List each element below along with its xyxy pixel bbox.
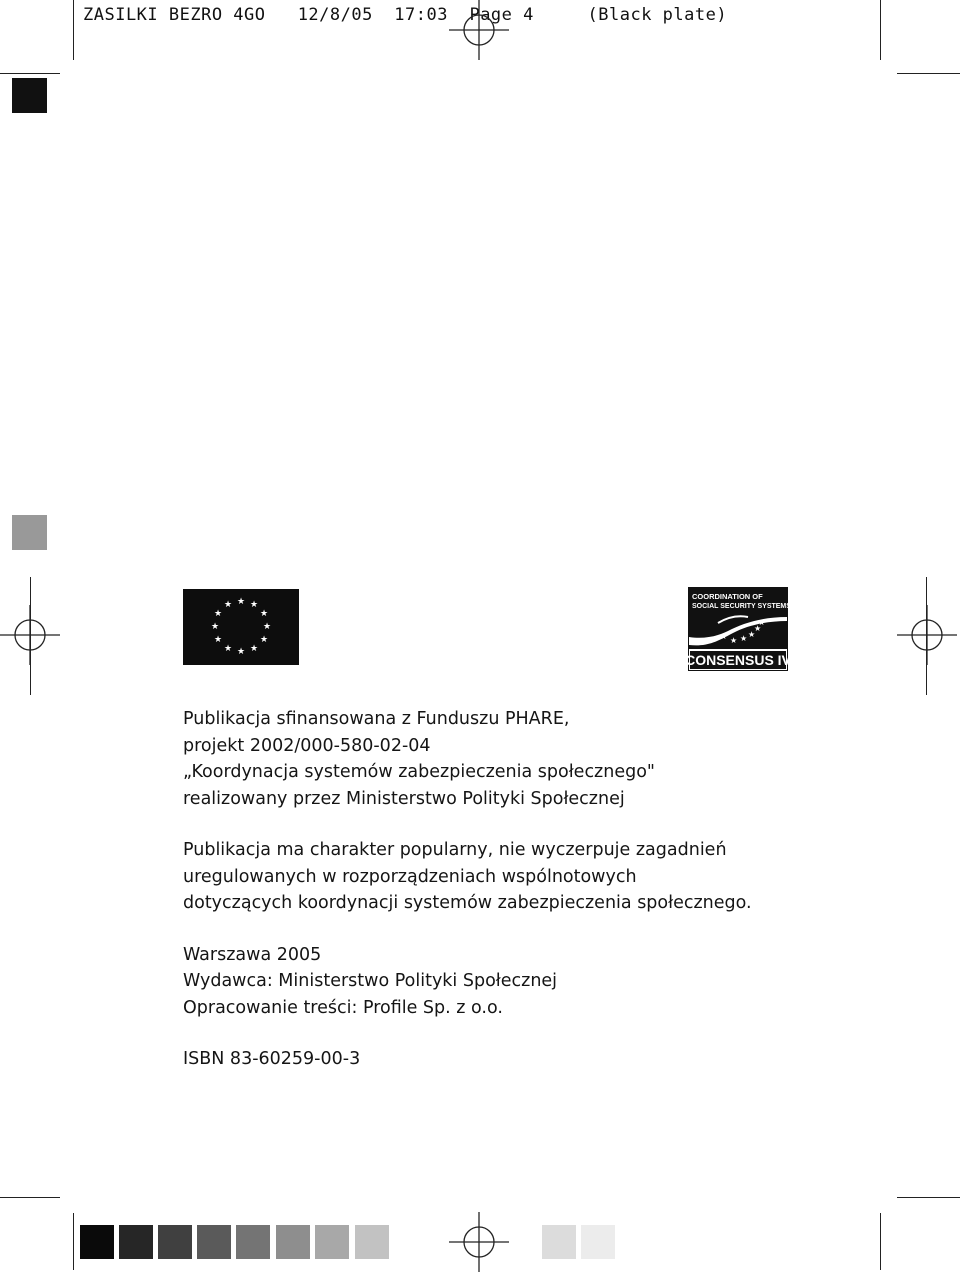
crop-mark [0,73,60,74]
color-bar-swatch [236,1225,270,1259]
color-bar-swatch [315,1225,349,1259]
color-bar-swatch [197,1225,231,1259]
svg-text:★: ★ [213,609,223,619]
crop-mark [897,1197,960,1198]
crop-mark [880,0,881,60]
crop-mark [880,1213,881,1270]
funding-line: „Koordynacja systemów zabezpieczenia społecznego" [183,762,655,782]
disclaimer-line: uregulowanych w rozporządzeniach wspólnotowych [183,866,637,887]
print-slug: ZASILKI BEZRO 4GO 12/8/05 17:03 Page 4 (Black plate) [83,5,728,25]
crop-mark [30,577,31,695]
crop-mark [73,1213,74,1270]
funding-line: realizowany przez Ministerstwo Polityki Społecznej [183,788,625,809]
svg-text:★: ★ [259,609,269,619]
svg-text:★: ★ [262,622,272,632]
registration-mark-icon [449,1212,509,1272]
svg-text:★: ★ [236,647,246,657]
color-bar-swatch [119,1225,153,1259]
svg-text:★: ★ [758,618,766,627]
imprint-text [183,706,883,1073]
crop-mark [926,577,927,695]
color-bar-swatch [158,1225,192,1259]
consensus-name: CONSENSUS IV [688,652,788,668]
svg-text:★: ★ [740,634,748,643]
imprint-line: Wydawca: Ministerstwo Polityki Społecznej [183,971,558,991]
imprint-paragraph [183,942,883,1022]
svg-text:★: ★ [754,624,762,633]
disclaimer-paragraph [183,837,883,917]
disclaimer-line: Publikacja ma charakter popularny, nie wyczerpuje zagadnień [183,840,727,860]
crop-mark [73,0,74,60]
consensus-line1: COORDINATION OF [692,592,763,601]
color-bar-swatch [355,1225,389,1259]
disclaimer-line: dotyczących koordynacji systemów zabezpieczenia społecznego. [183,893,752,913]
svg-text:★: ★ [259,635,269,645]
imprint-line: Opracowanie treści: Profile Sp. z o.o. [183,997,503,1018]
imprint-line: Warszawa 2005 [183,944,322,965]
svg-text:★: ★ [249,644,259,654]
color-bar-swatch [80,1225,114,1259]
svg-text:★: ★ [223,600,233,610]
crop-mark [0,1197,60,1198]
registration-mark-icon [449,0,509,60]
funding-paragraph [183,706,883,812]
gray-square [12,515,47,550]
consensus-iv-logo [688,587,788,671]
svg-text:★: ★ [213,635,223,645]
svg-text:★: ★ [223,644,233,654]
registration-mark-icon [897,605,957,665]
svg-text:★: ★ [748,630,756,639]
svg-text:★: ★ [210,622,220,632]
svg-text:★: ★ [249,600,259,610]
consensus-line2: SOCIAL SECURITY SYSTEMS [692,603,788,610]
svg-text:★: ★ [730,636,738,645]
color-bar-swatch [542,1225,576,1259]
funding-line: Publikacja sfinansowana z Funduszu PHARE, [183,709,570,729]
svg-text:★: ★ [720,632,728,641]
color-bar-swatch [276,1225,310,1259]
black-square [12,78,47,113]
isbn: ISBN 83-60259-00-3 [183,1049,361,1069]
crop-mark [897,73,960,74]
funding-line: projekt 2002/000-580-02-04 [183,735,431,756]
svg-text:★: ★ [236,597,246,607]
eu-flag-icon [183,589,299,665]
color-bar-swatch [581,1225,615,1259]
